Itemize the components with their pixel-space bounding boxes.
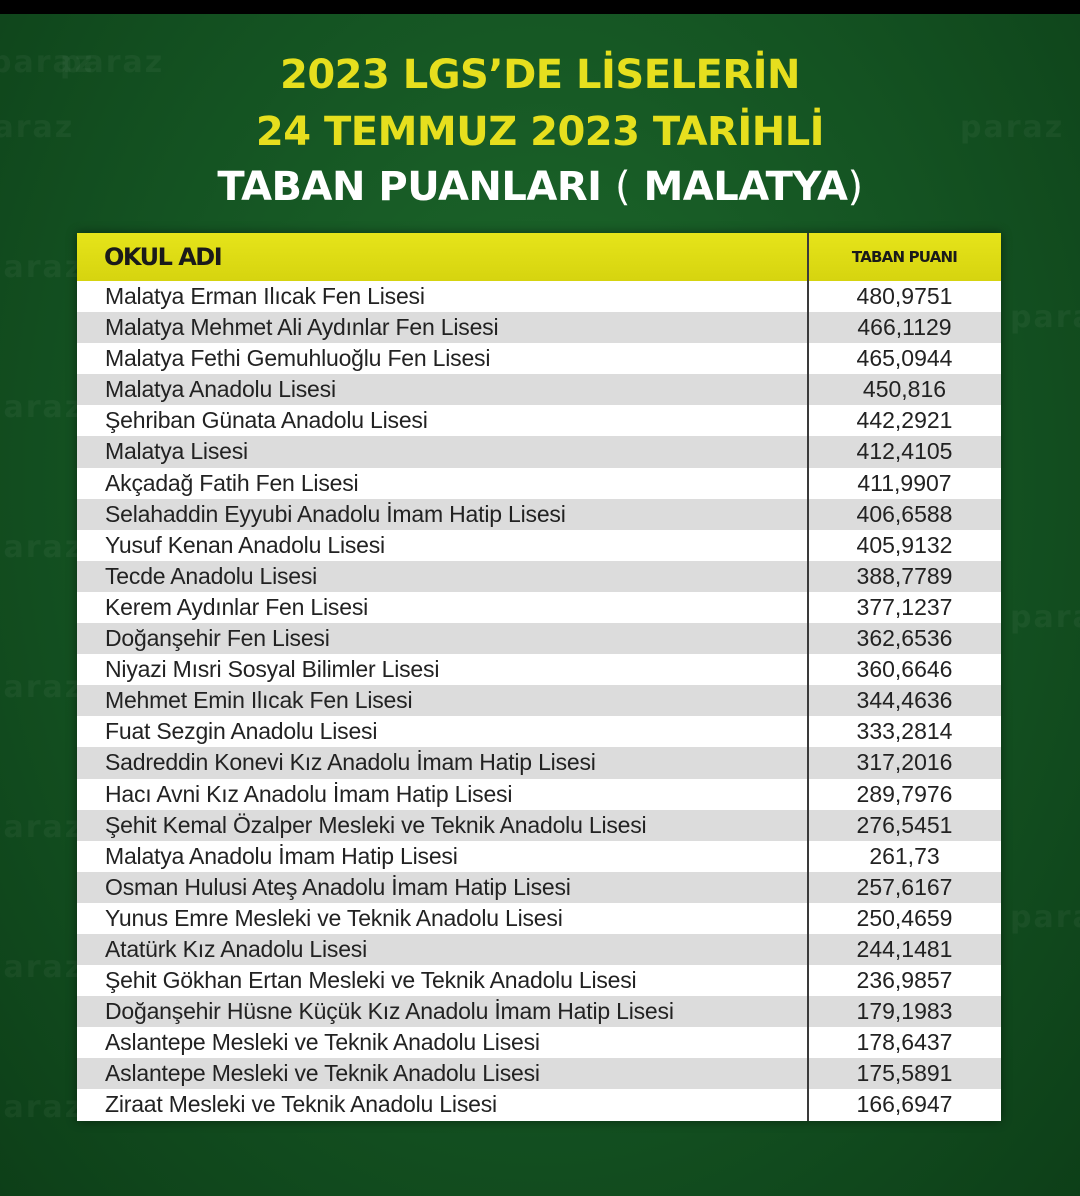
score-cell: 175,5891 [856, 1060, 953, 1087]
table-row [77, 810, 1001, 841]
school-name-cell: Kerem Aydınlar Fen Lisesi [105, 593, 369, 620]
table-row [77, 623, 1001, 654]
table-row [77, 747, 1001, 778]
table-row [77, 405, 1001, 436]
table-row [77, 996, 1001, 1027]
table-row [77, 1027, 1001, 1058]
school-name-cell: Mehmet Emin Ilıcak Fen Lisesi [105, 687, 413, 714]
watermark [1010, 900, 1080, 935]
score-cell: 179,1983 [856, 998, 953, 1025]
table-row [77, 934, 1001, 965]
score-cell: 377,1237 [856, 593, 953, 620]
school-name-cell: Malatya Mehmet Ali Aydınlar Fen Lisesi [105, 314, 499, 341]
score-cell: 244,1481 [856, 935, 953, 962]
score-cell: 405,9132 [856, 531, 953, 558]
score-cell: 178,6437 [856, 1029, 953, 1056]
watermark [0, 530, 84, 565]
score-cell: 276,5451 [856, 811, 953, 838]
table-row [77, 561, 1001, 592]
school-name-cell: Şehit Kemal Özalper Mesleki ve Teknik Anadolu Lisesi [105, 811, 647, 838]
school-name-cell: Malatya Anadolu Lisesi [105, 376, 336, 403]
school-name-cell: Akçadağ Fatih Fen Lisesi [105, 469, 359, 496]
table-row [77, 1089, 1001, 1120]
school-name-cell: Atatürk Kız Anadolu Lisesi [105, 935, 368, 962]
table-row [77, 592, 1001, 623]
table-row [77, 965, 1001, 996]
title-city: MALATYA [630, 164, 848, 210]
score-cell: 388,7789 [856, 562, 953, 589]
school-name-cell: Malatya Anadolu İmam Hatip Lisesi [105, 842, 458, 869]
watermark [0, 670, 84, 705]
score-cell: 257,6167 [856, 873, 953, 900]
school-name-cell: Yunus Emre Mesleki ve Teknik Anadolu Lisesi [105, 904, 563, 931]
watermark [0, 810, 84, 845]
school-name-cell: Doğanşehir Hüsne Küçük Kız Anadolu İmam Hatip Lisesi [105, 998, 674, 1025]
watermark [1010, 300, 1080, 335]
score-cell: 236,9857 [856, 967, 953, 994]
table-row [77, 281, 1001, 312]
school-name-cell: Şehriban Günata Anadolu Lisesi [105, 407, 428, 434]
table-row [77, 841, 1001, 872]
table-row [77, 716, 1001, 747]
school-name-cell: Tecde Anadolu Lisesi [105, 562, 318, 589]
table-row [77, 903, 1001, 934]
score-cell: 412,4105 [856, 438, 953, 465]
column-header-school-name: OKUL ADI [104, 243, 222, 271]
school-name-cell: Sadreddin Konevi Kız Anadolu İmam Hatip Lisesi [105, 749, 596, 776]
table-header [77, 233, 1001, 281]
column-header-score: TABAN PUANI [851, 248, 958, 266]
score-cell: 360,6646 [856, 656, 953, 683]
title-paren-close: ) [847, 164, 863, 210]
score-cell: 480,9751 [856, 283, 953, 309]
school-name-cell: Niyazi Mısri Sosyal Bilimler Lisesi [105, 656, 440, 683]
school-name-cell: Şehit Gökhan Ertan Mesleki ve Teknik Anadolu Lisesi [105, 967, 637, 994]
table-row [77, 654, 1001, 685]
school-name-cell: Malatya Erman Ilıcak Fen Lisesi [105, 283, 425, 309]
school-name-cell: Fuat Sezgin Anadolu Lisesi [105, 718, 378, 745]
table-row [77, 374, 1001, 405]
score-cell: 406,6588 [856, 500, 953, 527]
table-row [77, 685, 1001, 716]
title-line-3 [0, 164, 1080, 210]
table-row [77, 468, 1001, 499]
table-row [77, 779, 1001, 810]
score-cell: 362,6536 [856, 625, 953, 652]
school-name-cell: Malatya Lisesi [105, 438, 248, 465]
school-name-cell: Ziraat Mesleki ve Teknik Anadolu Lisesi [105, 1091, 497, 1118]
score-cell: 466,1129 [857, 314, 952, 341]
table-row [77, 312, 1001, 343]
title-main: TABAN PUANLARI [217, 164, 615, 210]
table-row [77, 343, 1001, 374]
top-status-bar [0, 0, 1080, 14]
school-name-cell: Yusuf Kenan Anadolu Lisesi [105, 531, 385, 558]
school-name-cell: Hacı Avni Kız Anadolu İmam Hatip Lisesi [105, 780, 513, 807]
score-cell: 411,9907 [857, 469, 952, 496]
school-name-cell: Doğanşehir Fen Lisesi [105, 625, 330, 652]
score-cell: 250,4659 [856, 904, 953, 931]
scores-table [77, 233, 1001, 1121]
school-name-cell: Malatya Fethi Gemuhluoğlu Fen Lisesi [105, 345, 491, 372]
score-cell: 317,2016 [856, 749, 953, 776]
title-line-1: 2023 LGS’DE LİSELERİN [279, 52, 800, 98]
title-line-2: 24 TEMMUZ 2023 TARİHLİ [255, 109, 825, 155]
table-row [77, 530, 1001, 561]
score-cell: 465,0944 [856, 345, 953, 372]
school-name-cell: Aslantepe Mesleki ve Teknik Anadolu Lisesi [105, 1060, 540, 1087]
school-name-cell: Osman Hulusi Ateş Anadolu İmam Hatip Lisesi [105, 873, 571, 900]
school-name-cell: Selahaddin Eyyubi Anadolu İmam Hatip Lisesi [105, 500, 566, 527]
table-row [77, 1058, 1001, 1089]
watermark [0, 390, 84, 425]
score-cell: 166,6947 [856, 1091, 953, 1118]
score-cell: 442,2921 [856, 407, 953, 434]
school-name-cell: Aslantepe Mesleki ve Teknik Anadolu Lisesi [105, 1029, 540, 1056]
watermark [0, 250, 84, 285]
score-cell: 261,73 [869, 842, 940, 869]
score-cell: 450,816 [862, 376, 947, 403]
table-row [77, 436, 1001, 467]
watermark [1010, 600, 1080, 635]
score-cell: 344,4636 [856, 687, 953, 714]
table-row [77, 499, 1001, 530]
title-paren-open: ( [614, 164, 631, 210]
score-cell: 289,7976 [856, 780, 953, 807]
column-divider [807, 233, 809, 1121]
watermark [0, 950, 84, 985]
table-body [77, 281, 1001, 1121]
score-cell: 333,2814 [856, 718, 953, 745]
table-row [77, 872, 1001, 903]
watermark [0, 1090, 84, 1125]
